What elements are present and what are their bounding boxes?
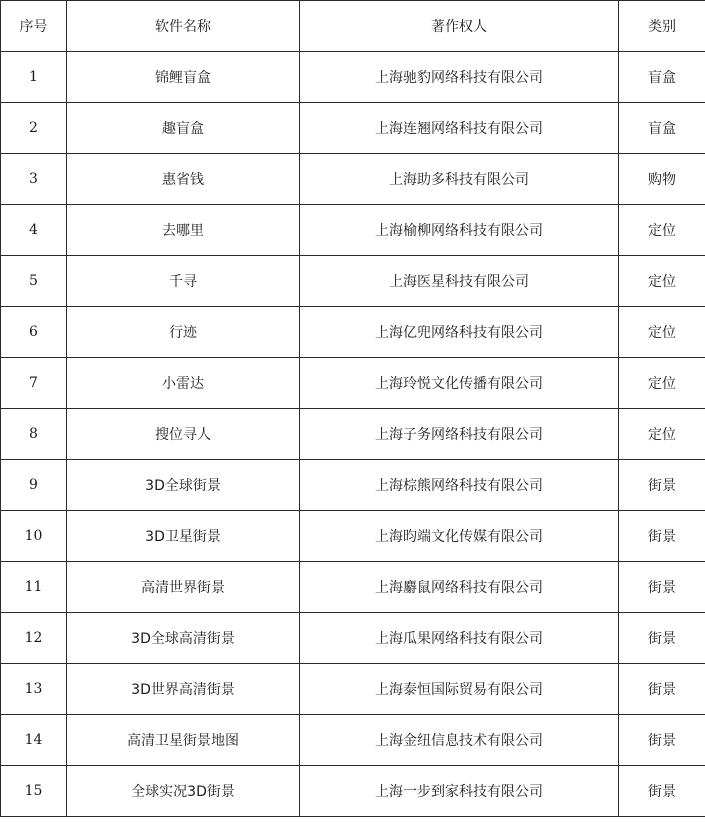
row-software-name: 去哪里 (67, 205, 300, 256)
table-row (1, 460, 705, 511)
table-row (1, 52, 705, 103)
row-copyright-owner: 上海玲悦文化传播有限公司 (300, 358, 619, 409)
table-row (1, 511, 705, 562)
row-copyright-owner: 上海麝鼠网络科技有限公司 (300, 562, 619, 613)
row-copyright-owner: 上海棕熊网络科技有限公司 (300, 460, 619, 511)
row-copyright-owner: 上海泰恒国际贸易有限公司 (300, 664, 619, 715)
row-category: 街景 (619, 562, 705, 613)
row-software-name: 3D卫星街景 (67, 511, 300, 562)
row-copyright-owner: 上海驰豹网络科技有限公司 (300, 52, 619, 103)
row-category: 定位 (619, 307, 705, 358)
row-index: 14 (1, 715, 67, 766)
row-category: 定位 (619, 409, 705, 460)
row-index: 2 (1, 103, 67, 154)
row-index: 1 (1, 52, 67, 103)
row-software-name: 高清卫星街景地图 (67, 715, 300, 766)
row-index: 10 (1, 511, 67, 562)
row-copyright-owner: 上海瓜果网络科技有限公司 (300, 613, 619, 664)
row-software-name: 搜位寻人 (67, 409, 300, 460)
row-index: 4 (1, 205, 67, 256)
table-row (1, 307, 705, 358)
header-row (1, 1, 705, 52)
row-index: 11 (1, 562, 67, 613)
header-index: 序号 (1, 1, 67, 52)
table-row (1, 766, 705, 817)
row-category: 街景 (619, 613, 705, 664)
row-software-name: 锦鲤盲盒 (67, 52, 300, 103)
row-index: 12 (1, 613, 67, 664)
row-index: 6 (1, 307, 67, 358)
table-row (1, 256, 705, 307)
row-category: 盲盒 (619, 103, 705, 154)
row-software-name: 行迹 (67, 307, 300, 358)
row-category: 街景 (619, 460, 705, 511)
table-row (1, 715, 705, 766)
row-copyright-owner: 上海助多科技有限公司 (300, 154, 619, 205)
table-row (1, 358, 705, 409)
row-copyright-owner: 上海医星科技有限公司 (300, 256, 619, 307)
table-row (1, 409, 705, 460)
row-category: 购物 (619, 154, 705, 205)
row-copyright-owner: 上海金纽信息技术有限公司 (300, 715, 619, 766)
row-software-name: 3D全球高清街景 (67, 613, 300, 664)
row-copyright-owner: 上海榆柳网络科技有限公司 (300, 205, 619, 256)
row-software-name: 小雷达 (67, 358, 300, 409)
row-index: 15 (1, 766, 67, 817)
row-copyright-owner: 上海子务网络科技有限公司 (300, 409, 619, 460)
table-row (1, 205, 705, 256)
row-category: 定位 (619, 256, 705, 307)
header-copyright-owner: 著作权人 (300, 1, 619, 52)
row-index: 9 (1, 460, 67, 511)
row-category: 定位 (619, 358, 705, 409)
row-copyright-owner: 上海一步到家科技有限公司 (300, 766, 619, 817)
row-software-name: 千寻 (67, 256, 300, 307)
row-software-name: 全球实况3D街景 (67, 766, 300, 817)
table-row (1, 664, 705, 715)
row-index: 7 (1, 358, 67, 409)
row-category: 街景 (619, 511, 705, 562)
row-software-name: 3D全球街景 (67, 460, 300, 511)
table-row (1, 562, 705, 613)
row-index: 5 (1, 256, 67, 307)
row-category: 定位 (619, 205, 705, 256)
row-software-name: 趣盲盒 (67, 103, 300, 154)
row-index: 8 (1, 409, 67, 460)
row-copyright-owner: 上海亿兜网络科技有限公司 (300, 307, 619, 358)
row-category: 街景 (619, 664, 705, 715)
row-software-name: 惠省钱 (67, 154, 300, 205)
row-copyright-owner: 上海连翘网络科技有限公司 (300, 103, 619, 154)
row-category: 街景 (619, 715, 705, 766)
table-row (1, 154, 705, 205)
header-software-name: 软件名称 (67, 1, 300, 52)
row-software-name: 高清世界街景 (67, 562, 300, 613)
row-software-name: 3D世界高清街景 (67, 664, 300, 715)
row-category: 街景 (619, 766, 705, 817)
table-row (1, 613, 705, 664)
row-index: 13 (1, 664, 67, 715)
header-category: 类别 (619, 1, 705, 52)
row-category: 盲盒 (619, 52, 705, 103)
row-index: 3 (1, 154, 67, 205)
table-row (1, 103, 705, 154)
row-copyright-owner: 上海昀端文化传媒有限公司 (300, 511, 619, 562)
